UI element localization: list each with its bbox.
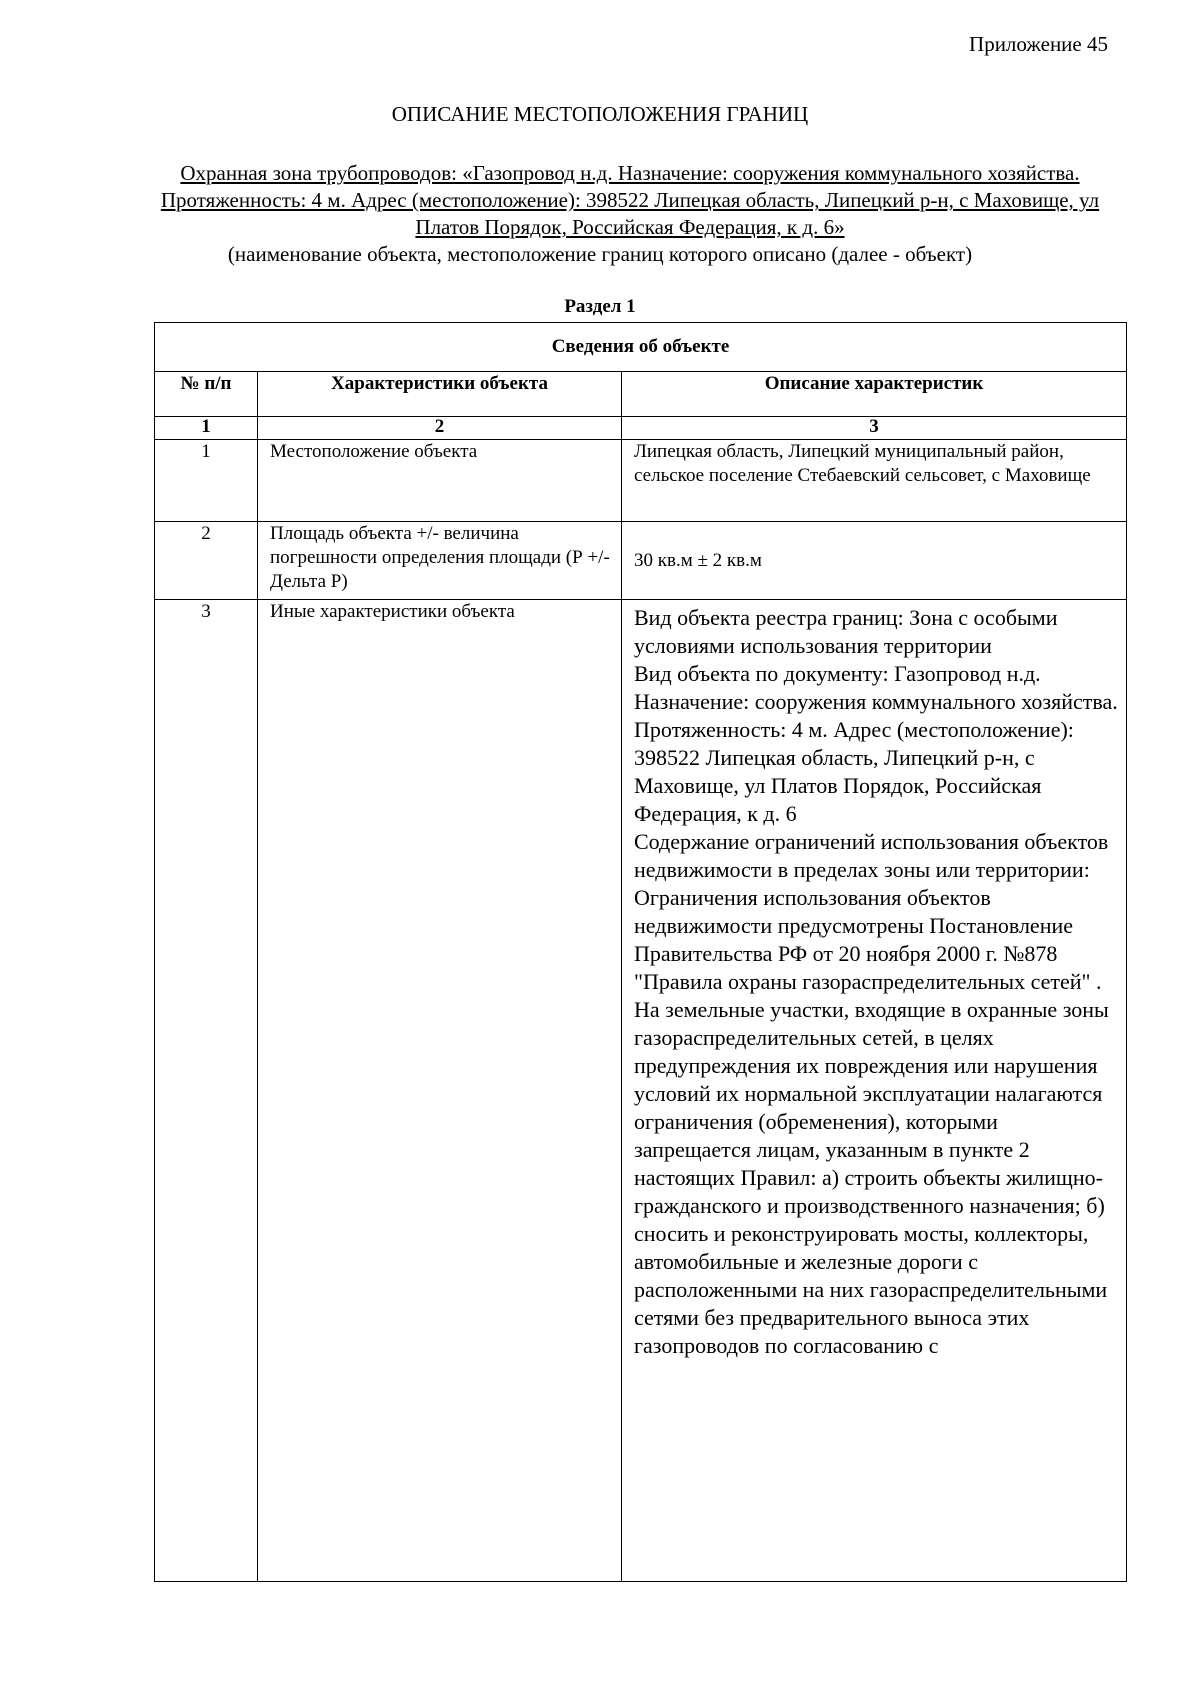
row-characteristic: Площадь объекта +/- величина погрешности определения площади (Р +/- Дельта Р) xyxy=(258,522,622,600)
row-description: 30 кв.м ± 2 кв.м xyxy=(622,522,1127,600)
column-header-number: № п/п xyxy=(155,372,258,417)
table-row xyxy=(155,440,1127,522)
object-name: Охранная зона трубопроводов: «Газопровод н.д. Назначение: сооружения коммунального хозяйства. Протяженность: 4 м. Адрес (местоположение): 398522 Липецкая область, Липецкий р-н, с Маховище, ул Платов Порядок, Российская Федерация, к д. 6» xyxy=(160,161,1100,239)
column-number: 2 xyxy=(258,417,622,440)
table-row xyxy=(155,600,1127,1582)
row-description-cell xyxy=(622,600,1127,1582)
document-title: ОПИСАНИЕ МЕСТОПОЛОЖЕНИЯ ГРАНИЦ xyxy=(391,102,809,126)
table-caption: Сведения об объекте xyxy=(155,323,1127,372)
row-description: Липецкая область, Липецкий муниципальный район, сельское поселение Стебаевский сельсовет, с Маховище xyxy=(622,440,1127,522)
column-header-characteristic: Характеристики объекта xyxy=(258,372,622,417)
row-number: 2 xyxy=(155,522,258,600)
appendix-label: Приложение 45 xyxy=(969,32,1108,56)
table-row xyxy=(155,522,1127,600)
object-caption: (наименование объекта, местоположение границ которого описано (далее - объект) xyxy=(227,242,973,266)
row-number: 1 xyxy=(155,440,258,522)
column-header-description: Описание характеристик xyxy=(622,372,1127,417)
object-info-table xyxy=(154,322,1127,1582)
column-number: 3 xyxy=(622,417,1127,440)
row-number: 3 xyxy=(155,600,258,1582)
section-title: Раздел 1 xyxy=(564,296,636,317)
row-characteristic: Местоположение объекта xyxy=(258,440,622,522)
column-number: 1 xyxy=(155,417,258,440)
row-characteristic: Иные характеристики объекта xyxy=(258,600,622,1582)
row-description: Вид объекта реестра границ: Зона с особыми условиями использования территории Вид объекта по документу: Газопровод н.д. Назначение: сооружения коммунального хозяйства. Протяженность: 4 м. Адрес (местоположение): 398522 Липецкая область, Липецкий р-н, с Маховище, ул Платов Порядок, Российская Федерация, к д. 6 Содержание ограничений использования объектов недвижимости в пределах зоны или территории: Ограничения использования объектов недвижимости предусмотрены Постановление Правительства РФ от 20 ноября 2000 г. №878 "Правила охраны газораспределительных сетей" . На земельные участки, входящие в охранные зоны газораспределительных сетей, в целях предупреждения их повреждения или нарушения условий их нормальной эксплуатации налагаются ограничения (обременения), которыми запрещается лицам, указанным в пункте 2 настоящих Правил: а) строить объекты жилищно-гражданского и производственного назначения; б) сносить и реконструировать мосты, коллекторы, автомобильные и железные дороги с расположенными на них газораспределительными сетями без предварительного выноса этих газопроводов по согласованию с xyxy=(634,605,1118,1358)
